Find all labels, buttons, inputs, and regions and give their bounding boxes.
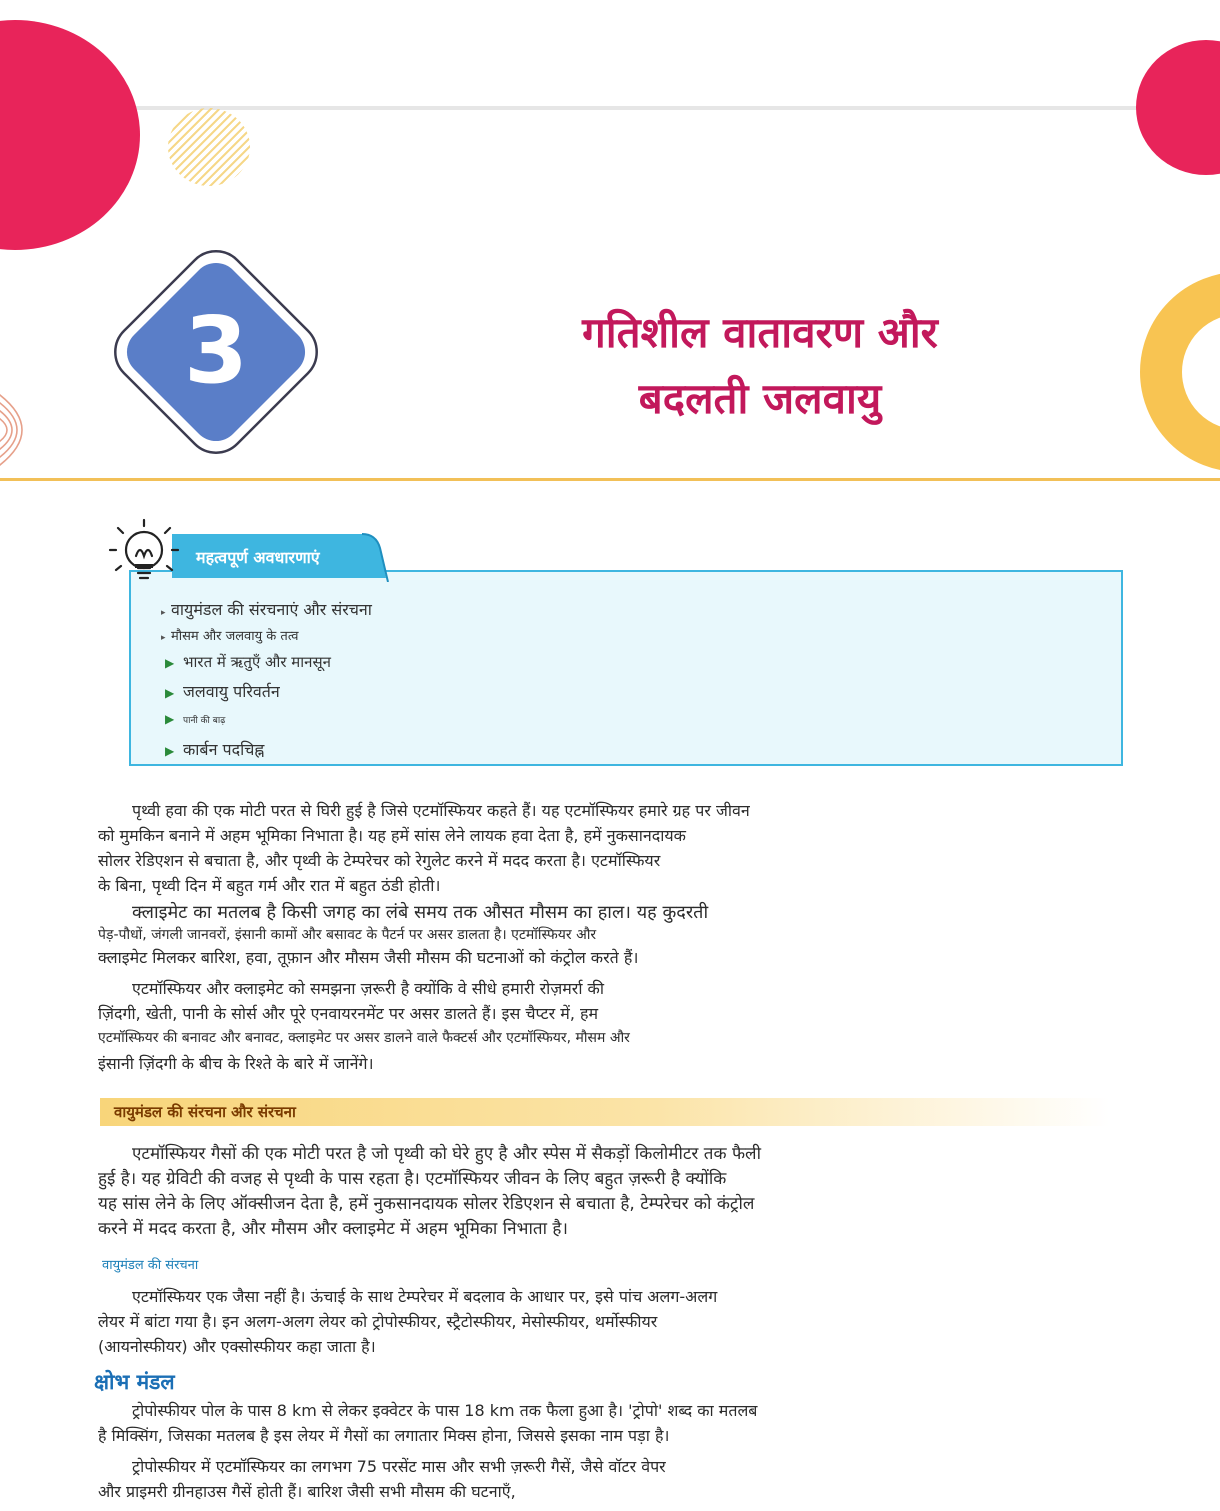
chapter-title-line-2: बदलती जलवायु: [638, 374, 882, 423]
top-divider: [0, 106, 1220, 110]
arc-lines-decoration: [0, 384, 62, 476]
concept-item: ▸ मौसम और जलवायु के तत्व: [161, 629, 299, 644]
concept-item: ▶ पानी की बाढ़: [165, 712, 226, 726]
yellow-ring-decoration: [1140, 272, 1220, 472]
troposphere-paragraph-2: ट्रोपोस्फीयर में एटमॉस्फियर का लगभग 75 परसेंट मास और सभी ज़रूरी गैसें, जैसे वॉटर वेपर और प्राइमरी ग्रीनहाउस गैसें होती हैं। बारिश जैसी सभी मौसम की घटनाएँ,: [98, 1457, 666, 1501]
key-concepts-heading: महत्वपूर्ण अवधारणाएं: [196, 548, 320, 567]
header-divider: [0, 478, 1220, 481]
section1-paragraph-2: एटमॉस्फियर एक जैसा नहीं है। ऊंचाई के साथ टेम्परेचर में बदलाव के आधार पर, इसे पांच अलग-अलग लेयर में बांटा गया है। इन अलग-अलग लेयर को ट्रोपोस्फीयर, स्ट्रैटोस्फीयर, मेसोस्फीयर, थर्मोस्फीयर (आयनोस्फीयर) और एक्सोस्फीयर कहा जाता है।: [98, 1287, 718, 1356]
chapter-title: [480, 300, 1040, 432]
chapter-title-line-1: गतिशील वातावरण और: [582, 308, 938, 357]
section-heading-bar: [100, 1098, 1110, 1126]
top-margin: [0, 0, 1220, 106]
chapter-number-badge: [96, 232, 336, 472]
hatched-circle-decoration: [168, 108, 250, 186]
key-concepts-box: [129, 570, 1123, 766]
intro-paragraph-3: एटमॉस्फियर और क्लाइमेट को समझना ज़रूरी है क्योंकि वे सीधे हमारी रोज़मर्रा की ज़िंदगी, खेती, पानी के सोर्स और पूरे एनवायरनमेंट पर असर डालते हैं। इस चैप्टर में, हम एटमॉस्फियर की बनावट और बनावट, क्लाइमेट पर असर डालने वाले फैक्टर्स और एटमॉस्फियर, मौसम और इंसानी ज़िंदगी के बीच के रिश्ते के बारे में जानेंगे।: [98, 979, 630, 1073]
section-heading: वायुमंडल की संरचना और संरचना: [114, 1103, 296, 1121]
lightbulb-icon: [104, 514, 188, 598]
concept-item: ▸ वायुमंडल की संरचनाएं और संरचना: [161, 600, 372, 619]
concept-item: ▶ कार्बन पदचिह्न: [165, 740, 265, 759]
concept-item: ▶ भारत में ऋतुएँ और मानसून: [165, 653, 331, 671]
intro-paragraph-1: पृथ्वी हवा की एक मोटी परत से घिरी हुई है जिसे एटमॉस्फियर कहते हैं। यह एटमॉस्फियर हमारे ग्रह पर जीवन को मुमकिन बनाने में अहम भूमिका निभाता है। यह हमें सांस लेने लायक हवा देता है, हमें नुकसानदायक सोलर रेडिएशन से बचाता है, और पृथ्वी के टेम्परेचर को रेगुलेट करने में मदद करता है। एटमॉस्फियर के बिना, पृथ्वी दिन में बहुत गर्म और रात में बहुत ठंडी होती।: [98, 801, 750, 895]
concept-item: ▶ जलवायु परिवर्तन: [165, 682, 280, 701]
section1-paragraph-1: एटमॉस्फियर गैसों की एक मोटी परत है जो पृथ्वी को घेरे हुए है और स्पेस में सैकड़ों किलोमीटर तक फैली हुई है। यह ग्रेविटी की वजह से पृथ्वी के पास रहता है। एटमॉस्फियर जीवन के लिए बहुत ज़रूरी है क्योंकि यह सांस लेने के लिए ऑक्सीजन देता है, हमें नुकसानदायक सोलर रेडिएशन से बचाता है, टेम्परेचर को कंट्रोल करने में मदद करता है, और मौसम और क्लाइमेट में अहम भूमिका निभाता है।: [98, 1144, 761, 1239]
intro-paragraph-2: क्लाइमेट का मतलब है किसी जगह का लंबे समय तक औसत मौसम का हाल। यह कुदरती पेड़-पौधों, जंगली जानवरों, इंसानी कामों और बसावट के पैटर्न पर असर डालता है। एटमॉस्फियर और क्लाइमेट मिलकर बारिश, हवा, तूफ़ान और मौसम जैसी मौसम की घटनाओं को कंट्रोल करते हैं।: [98, 902, 709, 967]
troposphere-heading: क्षोभ मंडल: [94, 1370, 175, 1394]
subsection-heading: वायुमंडल की संरचना: [102, 1258, 199, 1273]
troposphere-paragraph-1: ट्रोपोस्फीयर पोल के पास 8 km से लेकर इक्वेटर के पास 18 km तक फैला हुआ है। 'ट्रोपो' शब्द का मतलब है मिक्सिंग, जिसका मतलब है इस लेयर में गैसों का लगातार मिक्स होना, जिससे इसका नाम पड़ा है।: [98, 1401, 758, 1445]
chapter-number: 3: [183, 297, 249, 404]
